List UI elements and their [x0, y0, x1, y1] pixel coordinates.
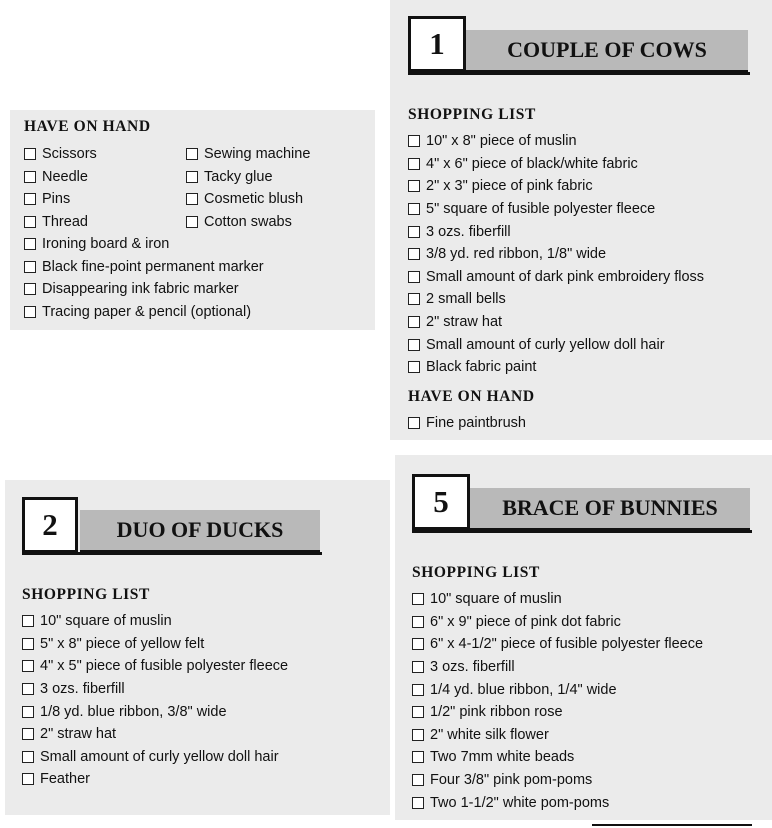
- project5-title: BRACE OF BUNNIES: [470, 488, 750, 532]
- checklist-item[interactable]: 10" x 8" piece of muslin: [408, 130, 704, 153]
- have-on-hand-section: [24, 118, 369, 142]
- checkbox[interactable]: [186, 171, 198, 183]
- project1-title: COUPLE OF COWS: [466, 30, 748, 74]
- project2-shopping-heading: SHOPPING LIST: [22, 586, 150, 603]
- checklist-item[interactable]: Small amount of dark pink embroidery floss: [408, 266, 704, 289]
- checklist-item[interactable]: 6" x 4-1/2" piece of fusible polyester fleece: [412, 633, 703, 656]
- checklist-item[interactable]: Small amount of curly yellow doll hair: [408, 333, 704, 356]
- project1-number-badge: 1: [408, 16, 466, 72]
- checklist-item[interactable]: Ironing board & iron: [24, 233, 264, 256]
- checklist-item[interactable]: 5" square of fusible polyester fleece: [408, 198, 704, 221]
- checklist-item[interactable]: Sewing machine: [186, 143, 310, 166]
- checkbox[interactable]: [24, 148, 36, 160]
- checkbox[interactable]: [24, 306, 36, 318]
- checklist-item[interactable]: 3 ozs. fiberfill: [408, 220, 704, 243]
- checkbox[interactable]: [22, 638, 34, 650]
- checklist-item[interactable]: 10" square of muslin: [22, 610, 288, 633]
- checklist-item[interactable]: 3 ozs. fiberfill: [412, 656, 703, 679]
- checkbox[interactable]: [24, 193, 36, 205]
- checklist-item[interactable]: Two 1-1/2" white pom-poms: [412, 791, 703, 814]
- checkbox[interactable]: [412, 593, 424, 605]
- checklist-item[interactable]: Scissors: [24, 143, 97, 166]
- checkbox[interactable]: [24, 283, 36, 295]
- checkbox[interactable]: [408, 271, 420, 283]
- checkbox[interactable]: [408, 135, 420, 147]
- checklist-item[interactable]: Thread: [24, 211, 97, 234]
- checklist-item[interactable]: Four 3/8" pink pom-poms: [412, 769, 703, 792]
- checkbox[interactable]: [24, 238, 36, 250]
- checkbox[interactable]: [24, 171, 36, 183]
- project5-shopping-heading: SHOPPING LIST: [412, 564, 540, 581]
- checkbox[interactable]: [24, 261, 36, 273]
- checkbox[interactable]: [408, 158, 420, 170]
- project1-shopping-list: [408, 106, 704, 379]
- checkbox[interactable]: [22, 706, 34, 718]
- checkbox[interactable]: [186, 216, 198, 228]
- checkbox[interactable]: [412, 797, 424, 809]
- checklist-item[interactable]: Tracing paper & pencil (optional): [24, 301, 264, 324]
- checklist-item[interactable]: 10" square of muslin: [412, 588, 703, 611]
- checklist-item[interactable]: 4" x 5" piece of fusible polyester fleece: [22, 655, 288, 678]
- checklist-item[interactable]: Black fabric paint: [408, 356, 704, 379]
- page-edge-rule: [592, 824, 752, 826]
- checkbox[interactable]: [412, 751, 424, 763]
- checklist-item[interactable]: 4" x 6" piece of black/white fabric: [408, 153, 704, 176]
- checklist-item[interactable]: 2" white silk flower: [412, 724, 703, 747]
- checkbox[interactable]: [408, 203, 420, 215]
- checklist-item[interactable]: 1/4 yd. blue ribbon, 1/4" wide: [412, 678, 703, 701]
- checklist-item[interactable]: Tacky glue: [186, 166, 310, 189]
- checklist-item[interactable]: Cosmetic blush: [186, 188, 310, 211]
- checkbox[interactable]: [408, 226, 420, 238]
- checkbox[interactable]: [186, 193, 198, 205]
- checklist-item[interactable]: 2 small bells: [408, 288, 704, 311]
- checklist-item[interactable]: Fine paintbrush: [408, 412, 535, 435]
- checklist-item[interactable]: Cotton swabs: [186, 211, 310, 234]
- checklist-item[interactable]: 3 ozs. fiberfill: [22, 678, 288, 701]
- checkbox[interactable]: [22, 615, 34, 627]
- project1-have-heading: HAVE ON HAND: [408, 388, 535, 405]
- checkbox[interactable]: [186, 148, 198, 160]
- project2-title: DUO OF DUCKS: [80, 510, 320, 554]
- checklist-item[interactable]: Feather: [22, 768, 288, 791]
- checkbox[interactable]: [408, 417, 420, 429]
- checklist-item[interactable]: 6" x 9" piece of pink dot fabric: [412, 611, 703, 634]
- checkbox[interactable]: [408, 248, 420, 260]
- project2-shopping-list: [22, 586, 288, 791]
- checklist-item[interactable]: Black fine-point permanent marker: [24, 256, 264, 279]
- checkbox[interactable]: [412, 638, 424, 650]
- have-on-hand-left-column: [24, 143, 97, 233]
- project2-underline: [22, 552, 322, 555]
- have-on-hand-heading: HAVE ON HAND: [24, 118, 151, 135]
- checkbox[interactable]: [412, 729, 424, 741]
- checkbox[interactable]: [412, 684, 424, 696]
- checkbox[interactable]: [22, 728, 34, 740]
- checkbox[interactable]: [22, 660, 34, 672]
- checkbox[interactable]: [24, 216, 36, 228]
- checklist-item[interactable]: 2" straw hat: [22, 723, 288, 746]
- checkbox[interactable]: [412, 661, 424, 673]
- checkbox[interactable]: [412, 706, 424, 718]
- project2-number-badge: 2: [22, 497, 78, 553]
- project1-have-on-hand: [408, 388, 535, 435]
- have-on-hand-right-column: [186, 143, 310, 233]
- checkbox[interactable]: [412, 774, 424, 786]
- project1-underline: [408, 72, 750, 75]
- checkbox[interactable]: [408, 180, 420, 192]
- project5-underline: [412, 530, 752, 533]
- project5-number-badge: 5: [412, 474, 470, 530]
- checkbox[interactable]: [408, 339, 420, 351]
- checkbox[interactable]: [408, 316, 420, 328]
- checkbox[interactable]: [408, 361, 420, 373]
- checklist-item[interactable]: 5" x 8" piece of yellow felt: [22, 633, 288, 656]
- checkbox[interactable]: [412, 616, 424, 628]
- checklist-item[interactable]: 2" straw hat: [408, 311, 704, 334]
- checklist-item[interactable]: Small amount of curly yellow doll hair: [22, 746, 288, 769]
- checkbox[interactable]: [408, 293, 420, 305]
- checklist-item[interactable]: 2" x 3" piece of pink fabric: [408, 175, 704, 198]
- project5-shopping-list: [412, 564, 703, 814]
- checkbox[interactable]: [22, 773, 34, 785]
- checklist-item[interactable]: 1/8 yd. blue ribbon, 3/8" wide: [22, 700, 288, 723]
- checklist-item[interactable]: 1/2" pink ribbon rose: [412, 701, 703, 724]
- have-on-hand-full-width: [24, 233, 264, 323]
- project1-shopping-heading: SHOPPING LIST: [408, 106, 536, 123]
- checklist-item[interactable]: Disappearing ink fabric marker: [24, 278, 264, 301]
- checkbox[interactable]: [22, 751, 34, 763]
- checklist-item[interactable]: Pins: [24, 188, 97, 211]
- checklist-item[interactable]: Two 7mm white beads: [412, 746, 703, 769]
- checklist-item[interactable]: 3/8 yd. red ribbon, 1/8" wide: [408, 243, 704, 266]
- checklist-item[interactable]: Needle: [24, 166, 97, 189]
- checkbox[interactable]: [22, 683, 34, 695]
